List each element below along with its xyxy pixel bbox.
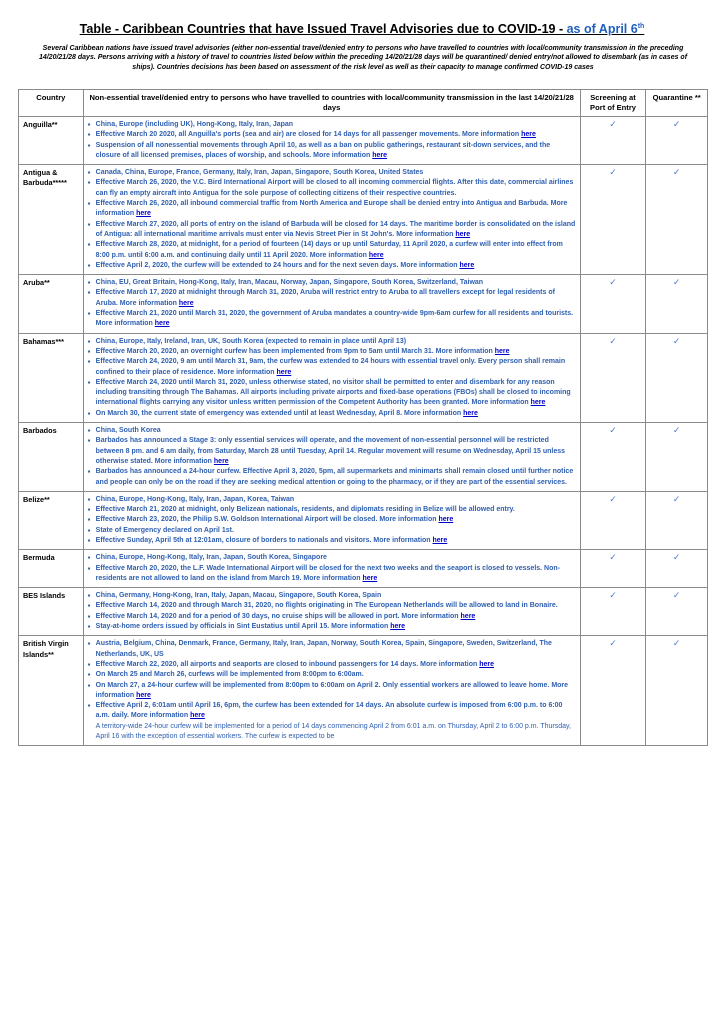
- advisory-item: [88, 378, 576, 409]
- advisory-item: [88, 178, 576, 199]
- advisory-item: [88, 347, 576, 357]
- advisory-text: Effective April 2, 6:01am until April 16, 6pm, the curfew has been extended for 14 days. An absolute curfew is imposed from 6:00 p.m. to 6:00 a.m. daily. More information: [95, 702, 563, 720]
- advisory-list: [88, 639, 576, 742]
- advisory-item: [88, 564, 576, 585]
- advisory-item: [88, 278, 576, 288]
- advisory-text: Austria, Belgium, China, Denmark, France, Germany, Italy, Iran, Japan, Norway, South Korea, Spain, Singapore, Sweden, Switzerland, The Netherlands, UK, US: [95, 640, 552, 658]
- title-main: Table - Caribbean Countries that have Issued Travel Advisories due to COVID-19 -: [79, 22, 567, 36]
- advisory-text: Effective March 24, 2020 until March 31, 2020, unless otherwise stated, no visitor shall be permitted to enter and disembark for any reason including transiting through The Bahamas. All airports including private airports and fixed-base operations (FBOs) shall be closed to incoming international flights carrying any visitor unless written permission of the Competent Authority has been granted. More information: [95, 378, 571, 407]
- advisory-text: China, Europe (including UK), Hong-Kong, Italy, Iran, Japan: [95, 121, 294, 128]
- advisory-item: [88, 168, 576, 178]
- advisory-text: Stay-at-home orders issued by officials in Sint Eustatius until April 15. More information: [95, 623, 389, 631]
- table-row: [19, 165, 708, 275]
- advisory-item: [88, 536, 576, 546]
- advisory-text: Effective March 14, 2020 and through March 31, 2020, no flights originating in The European Netherlands will be allowed to land in Bonaire.: [95, 602, 558, 610]
- quarantine-check-icon: ✓: [646, 275, 708, 333]
- quarantine-check-icon: ✓: [646, 491, 708, 549]
- advisory-text: Effective March 28, 2020, at midnight, for a period of fourteen (14) days or up until Saturday, 11 April 2020, a curfew will enter into effect from 8:00 p.m. until 6:00 a.m. and continuing daily until 11 April 2020. More information: [95, 241, 563, 259]
- advisory-table: [18, 89, 708, 746]
- advisory-item: [88, 601, 576, 611]
- advisory-text: Barbados has announced a Stage 3: only essential services will operate, and the movement of non-essential personnel will be restricted between 8 pm. and 6 am daily, from Saturday, March 28 until Tuesday, April 14. Regular movement will resume on Wednesday, April 15 unless otherwise stated. More information: [95, 437, 566, 465]
- advisory-cell: [83, 117, 580, 165]
- country-cell: British Virgin Islands**: [19, 636, 84, 746]
- advisory-text: Barbados has announced a 24-hour curfew. Effective April 3, 2020, 5pm, all supermarkets and minimarts shall remain closed until further notice and people can only be on the road if they are seeking medical attention or going to the pharmacy, or if they are part of the essential services.: [95, 468, 574, 486]
- advisory-text: Effective April 2, 2020, the curfew will be extended to 24 hours and for the next seven days. More information: [95, 261, 458, 269]
- table-body: [19, 117, 708, 746]
- table-header-row: [19, 90, 708, 117]
- advisory-list: [88, 337, 576, 419]
- advisory-text: Effective Sunday, April 5th at 12:01am, closure of borders to nationals and visitors. More information: [95, 536, 431, 544]
- more-information-link[interactable]: here: [362, 574, 378, 582]
- advisory-item: [88, 526, 576, 536]
- table-row: [19, 491, 708, 549]
- advisory-text: Effective March 26, 2020, the V.C. Bird International Airport will be closed to all incoming commercial flights. After this date, commercial airlines can fly an empty aircraft into Antigua for the sole purpose of collecting citizens of their respective countries.: [95, 179, 574, 197]
- advisory-text: Effective March 17, 2020 at midnight through March 31, 2020, Aruba will restrict entry to Aruba to all travellers except for legal residents of Aruba. More information: [95, 289, 555, 307]
- advisory-item: [88, 288, 576, 309]
- advisory-text: Effective March 21, 2020 at midnight, only Belizean nationals, residents, and diplomats residing in Belize will be allowed entry.: [95, 506, 515, 514]
- advisory-text: Effective March 21, 2020 until March 31, 2020, the government of Aruba mandates a country-wide 9pm-6am curfew for all residents and tourists. More information: [95, 310, 574, 328]
- country-cell: Barbados: [19, 423, 84, 492]
- more-information-link[interactable]: here: [390, 623, 406, 631]
- advisory-text: Effective March 23, 2020, the Philip S.W. Goldson International Airport will be closed. More information: [95, 516, 437, 524]
- advisory-item: [88, 130, 576, 140]
- country-cell: Bermuda: [19, 550, 84, 588]
- more-information-link[interactable]: here: [438, 516, 454, 524]
- more-information-link[interactable]: here: [530, 399, 546, 407]
- advisory-item: [88, 722, 576, 743]
- more-information-link[interactable]: here: [459, 261, 475, 269]
- country-cell: Bahamas***: [19, 333, 84, 422]
- more-information-link[interactable]: here: [136, 210, 151, 218]
- more-information-link[interactable]: here: [432, 536, 448, 544]
- more-information-link[interactable]: here: [372, 151, 388, 159]
- quarantine-check-icon: ✓: [646, 588, 708, 636]
- quarantine-check-icon: ✓: [646, 165, 708, 275]
- advisory-item: [88, 670, 576, 680]
- screening-check-icon: ✓: [580, 550, 646, 588]
- advisory-item: [88, 681, 576, 702]
- screening-check-icon: ✓: [580, 491, 646, 549]
- more-information-link[interactable]: here: [479, 660, 495, 668]
- advisory-cell: [83, 423, 580, 492]
- advisory-item: [88, 261, 576, 271]
- screening-check-icon: ✓: [580, 117, 646, 165]
- table-row: [19, 275, 708, 333]
- advisory-item: [88, 426, 576, 436]
- title-date[interactable]: as of April 6th: [566, 22, 645, 36]
- header-travel: Non-essential travel/denied entry to persons who have travelled to countries with local/community transmission in the last 14/20/21/28 days: [83, 90, 580, 117]
- advisory-item: [88, 309, 576, 330]
- advisory-text: Effective March 26, 2020, all inbound commercial traffic from North America and Europe shall be denied entry into Antigua and Barbuda. More information: [95, 200, 568, 218]
- table-row: [19, 333, 708, 422]
- advisory-text: Effective March 22, 2020, all airports and seaports are closed to inbound passengers for 14 days. More information: [95, 660, 478, 668]
- advisory-text: China, Europe, Hong-Kong, Italy, Iran, Japan, Korea, Taiwan: [95, 495, 295, 503]
- advisory-text: Effective March 20, 2020, an overnight curfew has been implemented from 9pm to 5am until March 31. More information: [95, 347, 493, 355]
- advisory-list: [88, 553, 576, 584]
- advisory-text: China, Europe, Hong-Kong, Italy, Iran, Japan, South Korea, Singapore: [95, 554, 327, 562]
- advisory-text: Canada, China, Europe, France, Germany, Italy, Iran, Japan, Singapore, South Korea, United States: [95, 169, 424, 177]
- advisory-text: Effective March 27, 2020, all ports of entry on the island of Barbuda will be closed for 14 days. The maritime border is consolidated on the island of Antigua: all international maritime arrivals must enter via Nevis Street Pier in St John's. More information: [95, 220, 576, 238]
- advisory-text: China, EU, Great Britain, Hong-Kong, Italy, Iran, Macau, Norway, Japan, Singapore, South Korea, Switzerland, Taiwan: [95, 279, 484, 287]
- more-information-link[interactable]: here: [178, 299, 194, 307]
- advisory-item: [88, 120, 576, 130]
- advisory-text: Effective March 24, 2020, 9 am until March 31, 9am, the curfew was extended to 24 hours with essential travel only. Every person shall remain confined to their place of residence. More information: [95, 358, 566, 376]
- country-cell: Anguilla**: [19, 117, 84, 165]
- advisory-item: [88, 515, 576, 525]
- advisory-text: China, Europe, Italy, Ireland, Iran, UK, South Korea (expected to remain in place until April 13): [95, 337, 407, 345]
- advisory-text: China, South Korea: [95, 427, 161, 435]
- advisory-item: [88, 495, 576, 505]
- advisory-list: [88, 120, 576, 161]
- advisory-text: State of Emergency declared on April 1st.: [95, 526, 234, 534]
- advisory-text: Suspension of all nonessential movements through April 10, as well as a ban on public gatherings, restaurant sit-down services, and the closure of all licensed premises, places of worship, and schools. More information: [95, 141, 551, 159]
- advisory-text: Effective March 20 2020, all Anguilla's ports (sea and air) are closed for 14 days for all passenger movements. More information: [95, 131, 520, 139]
- page-title: [0, 22, 724, 36]
- screening-check-icon: ✓: [580, 636, 646, 746]
- screening-check-icon: ✓: [580, 333, 646, 422]
- advisory-item: [88, 660, 576, 670]
- screening-check-icon: ✓: [580, 275, 646, 333]
- advisory-item: [88, 357, 576, 378]
- intro-paragraph: Several Caribbean nations have issued travel advisories (either non-essential travel/denied entry to persons who have travelled to countries with local/community transmission in the preceding 14/20/21/28 days. Persons arriving with a history of travel to countries listed below within the preceding 14/20/21/28 days will be quarantined/ denied entry/not allowed to disembark (as in cases of ships). Countries decisions has been based on assessment of the risk level as well as their capacity to manage confirmed COVID-19 cases: [38, 45, 688, 71]
- quarantine-check-icon: ✓: [646, 333, 708, 422]
- advisory-item: [88, 467, 576, 488]
- advisory-item: [88, 639, 576, 660]
- advisory-cell: [83, 636, 580, 746]
- country-cell: Aruba**: [19, 275, 84, 333]
- advisory-item: [88, 553, 576, 563]
- more-information-link[interactable]: here: [521, 131, 536, 139]
- advisory-item: [88, 409, 576, 419]
- advisory-item: [88, 622, 576, 632]
- advisory-cell: [83, 333, 580, 422]
- advisory-list: [88, 168, 576, 271]
- advisory-item: [88, 701, 576, 722]
- quarantine-check-icon: ✓: [646, 636, 708, 746]
- more-information-link[interactable]: here: [463, 409, 478, 417]
- advisory-text: A territory-wide 24-hour curfew will be implemented for a period of 14 days commencing April 2 from 6:01 a.m. on Thursday, April 2 to 6:00 p.m. Thursday, April 16 with the exception of essential workers. The curfew is expected to be: [95, 722, 571, 741]
- screening-check-icon: ✓: [580, 165, 646, 275]
- country-cell: Antigua & Barbuda*****: [19, 165, 84, 275]
- advisory-item: [88, 612, 576, 622]
- screening-check-icon: ✓: [580, 423, 646, 492]
- table-row: [19, 636, 708, 746]
- more-information-link[interactable]: here: [276, 368, 292, 376]
- advisory-text: Effective March 20, 2020, the L.F. Wade International Airport will be closed for the next two weeks and the seaport is closed to vessels. Non-residents are not allowed to land on the island from March 19. More information: [95, 564, 560, 582]
- more-information-link[interactable]: here: [368, 251, 384, 259]
- advisory-cell: [83, 491, 580, 549]
- advisory-cell: [83, 165, 580, 275]
- advisory-list: [88, 495, 576, 546]
- header-quarantine: Quarantine **: [646, 90, 708, 117]
- table-row: [19, 117, 708, 165]
- quarantine-check-icon: ✓: [646, 550, 708, 588]
- advisory-cell: [83, 550, 580, 588]
- advisory-item: [88, 591, 576, 601]
- advisory-list: [88, 591, 576, 632]
- advisory-item: [88, 337, 576, 347]
- advisory-cell: [83, 275, 580, 333]
- header-country: Country: [19, 90, 84, 117]
- advisory-item: [88, 240, 576, 261]
- advisory-item: [88, 436, 576, 467]
- advisory-list: [88, 278, 576, 329]
- advisory-text: On March 25 and March 26, curfews will be implemented from 8:00pm to 6:00am.: [95, 671, 364, 679]
- advisory-item: [88, 505, 576, 515]
- more-information-link[interactable]: here: [190, 712, 205, 720]
- country-cell: BES Islands: [19, 588, 84, 636]
- advisory-text: On March 30, the current state of emergency was extended until at least Wednesday, April 8. More information: [95, 409, 462, 417]
- advisory-text: Effective March 14, 2020 and for a period of 30 days, no cruise ships will be allowed in port. More information: [95, 612, 459, 620]
- advisory-item: [88, 199, 576, 220]
- more-information-link[interactable]: here: [154, 320, 170, 328]
- more-information-link[interactable]: here: [136, 691, 151, 699]
- table-row: [19, 423, 708, 492]
- more-information-link[interactable]: here: [213, 457, 229, 465]
- more-information-link[interactable]: here: [460, 612, 476, 620]
- advisory-text: On March 27, a 24-hour curfew will be implemented from 8:00pm to 6:00am on April 2. Only essential workers are allowed to leave home. More information: [95, 681, 569, 699]
- advisory-item: [88, 141, 576, 162]
- screening-check-icon: ✓: [580, 588, 646, 636]
- quarantine-check-icon: ✓: [646, 117, 708, 165]
- advisory-cell: [83, 588, 580, 636]
- advisory-list: [88, 426, 576, 488]
- more-information-link[interactable]: here: [455, 230, 471, 238]
- quarantine-check-icon: ✓: [646, 423, 708, 492]
- country-cell: Belize**: [19, 491, 84, 549]
- table-row: [19, 588, 708, 636]
- header-screening: Screening at Port of Entry: [580, 90, 646, 117]
- more-information-link[interactable]: here: [494, 347, 510, 355]
- table-row: [19, 550, 708, 588]
- advisory-item: [88, 220, 576, 241]
- advisory-text: China, Germany, Hong-Kong, Iran, Italy, Japan, Macau, Singapore, South Korea, Spain: [95, 592, 382, 600]
